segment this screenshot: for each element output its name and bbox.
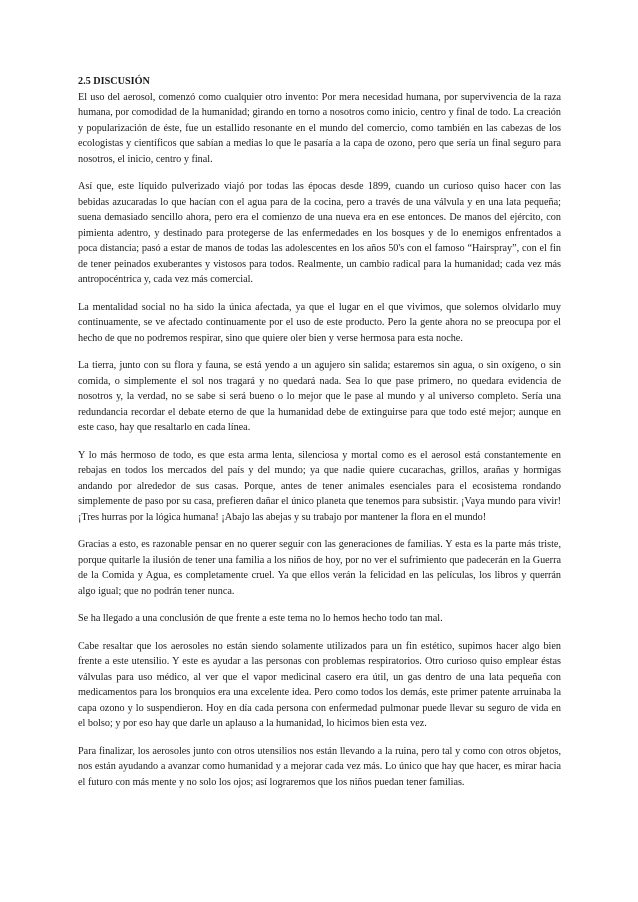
paragraph-3: La mentalidad social no ha sido la única afectada, ya que el lugar en el que vivimos, que solemos olvidarlo muy continuamente, se ve afectado continuamente por el uso de este producto. Pero la gente ahora no se preocupa por el hecho de que no podremos respirar, sino que quiere oler bien y verse hermosa para esta noche. xyxy=(78,301,561,344)
paragraph-4: La tierra, junto con su flora y fauna, se está yendo a un agujero sin salida; estaremos sin agua, o sin oxígeno, o sin comida, o simplemente el sol nos tragará y no quedará nada. Sea lo que pase primero, no quedara evidencia de nosotros y, la verdad, no se sabe si será bueno o lo mejor que le pase al mundo y al universo completo. Sería una redundancia recordar el debate eterno de que la humanidad debe de extinguirse para que todo esté mejor; aunque en este caso, hay que resaltarlo en cada línea. xyxy=(78,360,561,433)
paragraph-5: Y lo más hermoso de todo, es que esta arma lenta, silenciosa y mortal como es el aerosol está constantemente en rebajas en todos los mercados del país y del mundo; ya que nadie quiere cucarachas, grillos, arañas y hormigas andando por alrededor de sus casas. Porque, antes de tener animales esenciales para el ecosistema rondando simplemente de paso por su casa, prefieren dañar el único planeta que tenemos para subsistir. ¡Vaya mundo para vivir! ¡Tres hurras por la lógica humana! ¡Abajo las abejas y su trabajo por mantener la flora en el mundo! xyxy=(78,449,561,523)
paragraph-8: Cabe resaltar que los aerosoles no están siendo solamente utilizados para un fin estético, supimos hacer algo bien frente a este utensilio. Y este es ayudar a las personas con problemas respiratorios. Otro curioso quiso emplear éstas válvulas para uso médico, al ver que el vapor medicinal casero era útil, un gas dentro de una lata pequeña con medicamentos para los bronquios era una excelente idea. Pero como todos los demás, este primer patente arruinaba la capa ozono y lo suspendieron. Hoy en día cada persona con enfermedad pulmonar puede llevar su seguro de vida en el bolso; y por eso hay que darle un aplauso a la humanidad, lo hicimos bien esta vez. xyxy=(78,640,561,729)
document-page xyxy=(78,74,561,802)
section-heading: 2.5 DISCUSIÓN xyxy=(78,76,150,87)
paragraph-2: Así que, este líquido pulverizado viajó por todas las épocas desde 1899, cuando un curioso quiso hacer con las bebidas azucaradas lo que hacían con el agua para de la cocina, pero a través de una válvula y en una lata pequeña; suena demasiado sencillo ahora, pero era el comienzo de una nueva era en ese entonces. De manos del ejército, con pimienta adentro, y destinado para protegerse de las enfermedades en los bosques y de lo enemigos enfrentados a poca distancia; pasó a estar de manos de todas las adolescentes en los años 50's con el famoso “Hairspray”, con el fin de tener peinados exuberantes y vistosos para todos. Realmente, un cambio radical para la humanidad; cada vez más antropocéntrica y, cada vez más comercial. xyxy=(78,181,561,285)
paragraph-1: El uso del aerosol, comenzó como cualquier otro invento: Por mera necesidad humana, por supervivencia de la raza humana, por comodidad de la humanidad; girando en torno a nosotros como inicio, centro y final de todo. La creación y popularización de éste, fue un estallido resonante en el mundo del comercio, como también en las cabezas de los ecologistas y científicos que sabían a medias lo que le pasaría a la capa de ozono, pero que sería un final seguro para nosotros, el inicio, centro y final. xyxy=(78,91,561,165)
paragraph-6: Gracias a esto, es razonable pensar en no querer seguir con las generaciones de familias. Y esta es la parte más triste, porque quitarle la ilusión de tener una familia a los niños de hoy, por no ver el sufrimiento que padecerán en la Guerra de la Comida y Agua, es completamente cruel. Ya que ellos verán la felicidad en las películas, los libros y querrán algo igual; que no podrán tener nunca. xyxy=(78,539,561,597)
paragraph-9: Para finalizar, los aerosoles junto con otros utensilios nos están llevando a la ruina, pero tal y como con otros objetos, nos están ayudando a avanzar como humanidad y a mejorar cada vez más. Lo único que hay que hacer, es mirar hacia el futuro con más mente y no solo los ojos; así lograremos que los niños puedan tener familias. xyxy=(78,745,561,788)
paragraph-7: Se ha llegado a una conclusión de que frente a este tema no lo hemos hecho todo tan mal. xyxy=(78,613,443,624)
